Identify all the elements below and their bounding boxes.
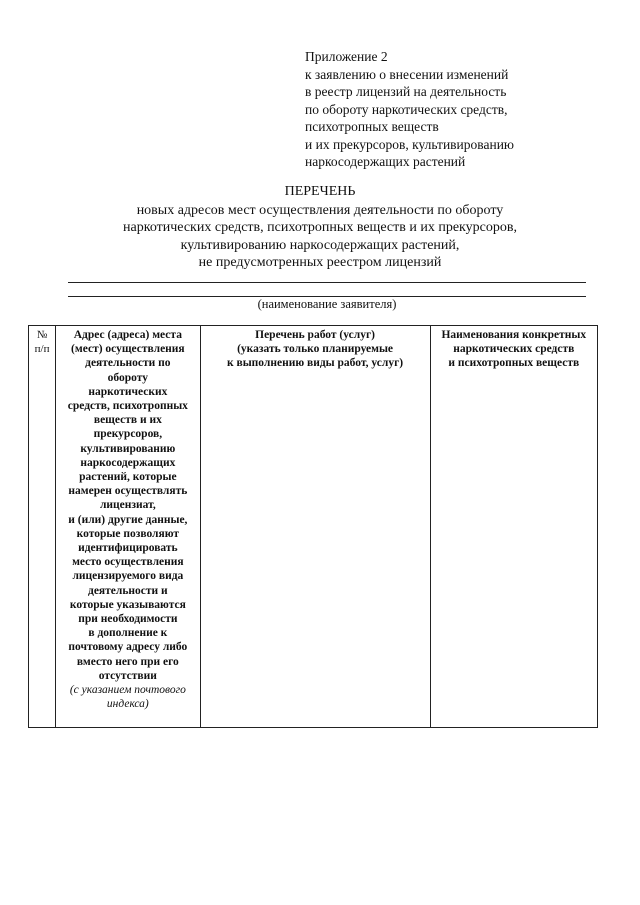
appendix-line: в реестр лицензий на деятельность xyxy=(305,84,507,99)
title-line: не предусмотренных реестром лицензий xyxy=(198,255,442,270)
column-header-address: Адрес (адреса) места (мест) осуществления деятельности по обороту наркотических средств, психотропных веществ и их прекурсоров, культивированию наркосодержащих растений, которые намерен осуществлять лицензиат, и (или) другие данные, которые позволяют идентифицировать место осуществления лицензируемого вида деятельности и которые указываются при необходимости в дополнение к почтовому адресу либо вместо него при его отсутствии (с указанием почтового индекса) xyxy=(56,326,200,728)
table-header-row xyxy=(29,326,598,728)
appendix-header xyxy=(305,48,625,171)
appendix-line: к заявлению о внесении изменений xyxy=(305,66,509,82)
applicant-caption: (наименование заявителя) xyxy=(257,297,397,311)
addresses-table xyxy=(28,325,598,728)
column-header-substances: Наименования конкретных наркотических средств и психотропных веществ xyxy=(430,326,597,728)
title-line: наркотических средств, психотропных веществ и их прекурсоров, xyxy=(123,220,517,235)
appendix-line: Приложение 2 xyxy=(305,49,388,64)
appendix-line: по обороту наркотических средств, xyxy=(305,101,508,117)
appendix-line: и их прекурсоров, культивированию xyxy=(305,136,514,152)
title-heading: ПЕРЕЧЕНЬ xyxy=(284,184,356,199)
column-header-works: Перечень работ (услуг) (указать только планируемые к выполнению виды работ, услуг) xyxy=(200,326,430,728)
document-title xyxy=(60,183,580,272)
title-line: культивированию наркосодержащих растений, xyxy=(180,237,460,253)
appendix-line: наркосодержащих растений xyxy=(305,154,466,169)
applicant-blank-line-1 xyxy=(68,282,586,283)
column-header-number: № п/п xyxy=(29,326,56,728)
title-line: новых адресов мест осуществления деятельности по обороту xyxy=(136,202,504,218)
appendix-line: психотропных веществ xyxy=(305,119,439,134)
